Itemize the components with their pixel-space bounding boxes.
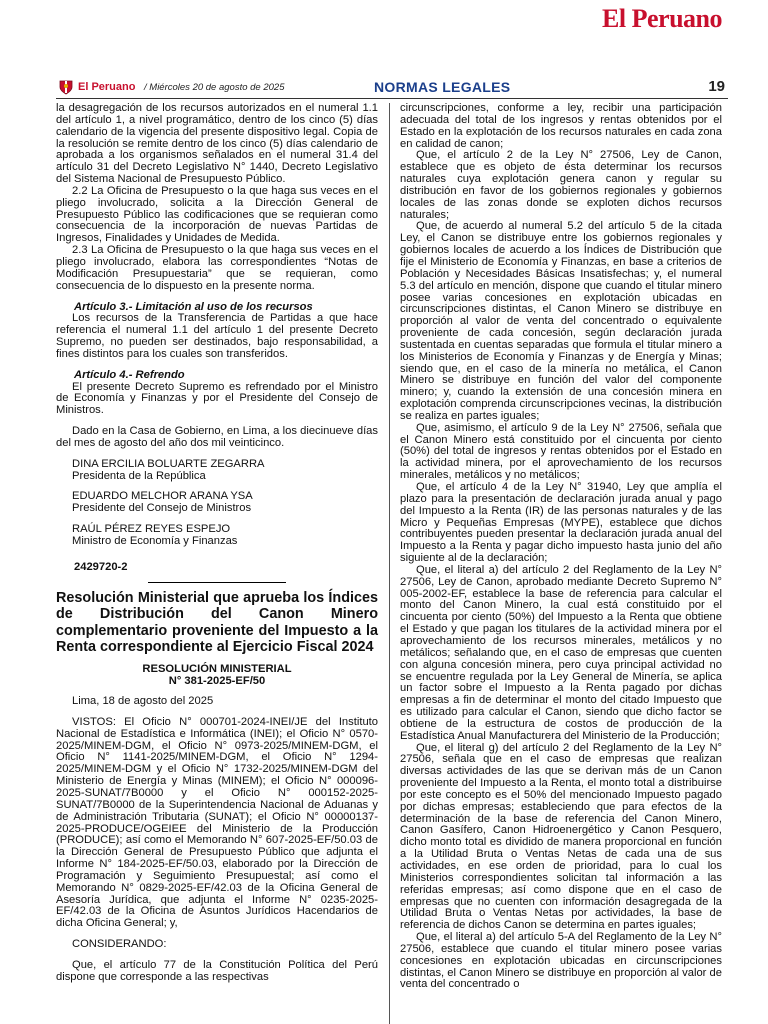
paragraph: Que, el artículo 77 de la Constitución Política del Perú dispone que corresponde a las respectivas	[56, 958, 378, 983]
paragraph: la desagregación de los recursos autorizados en el numeral 1.1 del artículo 1, a nivel programático, dentro de los cinco (5) días calendario de la vigencia del presente dispositivo legal. Copia de la resolución se remite dentro de los cinco (5) días calendario de aprobada a los organismos señalados en el numeral 31.4 del artículo 31 del Decreto Legislativo N° 1440, Decreto Legislativo del Sistema Nacional de Presupuesto Público.	[56, 102, 378, 186]
document-code: 2429720-2	[74, 560, 128, 573]
running-head-date: / Miércoles 20 de agosto de 2025	[144, 82, 285, 93]
considerando-heading: CONSIDERANDO:	[72, 938, 167, 951]
signatory-role: Presidente del Consejo de Ministros	[72, 502, 252, 515]
paragraph: Que, el artículo 2 de la Ley N° 27506, Ley de Canon, establece que es objeto de ésta determinar los recursos naturales cuya explotación genera canon y regular su distribución en favor de los gobiernos regionales y gobiernos locales de las zonas donde se exploten dichos recursos naturales;	[400, 149, 722, 221]
running-head	[56, 78, 728, 99]
resolution-title: Resolución Ministerial que aprueba los Índices de Distribución del Canon Minero complementario proveniente del Impuesto a la Renta correspondiente al Ejercicio Fiscal 2024	[56, 589, 378, 656]
paragraph: Que, el artículo 4 de la Ley N° 31940, Ley que amplía el plazo para la presentación de declaración jurada anual y pago del Impuesto a la Renta (IR) de las personas naturales y de las Micro y Pequeñas Empresas (MYPE), establece que dichos contribuyentes pueden presentar la declaración jurada anual del Impuesto a la Renta y pagar dicho impuesto hasta junio del año siguiente al de la declaración;	[400, 481, 722, 565]
signatory-name: EDUARDO MELCHOR ARANA YSA	[72, 490, 253, 503]
paragraph: Que, el literal a) del artículo 2 del Reglamento de la Ley N° 27506, Ley de Canon, aprobado mediante Decreto Supremo N° 005-2002-EF, establece la base de referencia para calcular el monto del Canon Minero, la cual está constituido por el cincuenta por ciento (50%) del Impuesto a la Renta que obtiene el Estado y que pagan los titulares de la actividad minera por el aprovechamiento de los recursos minerales, metálicos y no metálicos; señalando que, en el caso de empresas que cuenten con alguna concesión minera, pero cuya principal actividad no se encuentre regulada por la Ley General de Minería, se aplica un factor sobre el Impuesto a la Renta pagado por dichas empresas a fin de determinar el monto del citado Impuesto que es utilizado para calcular el Canon, siendo que dicho factor se obtiene de la estructura de costos de producción de la Estadística Anual Manufacturera del Ministerio de la Producción;	[400, 563, 722, 742]
resolution-date: Lima, 18 de agosto del 2025	[72, 695, 214, 708]
paragraph: 2.2 La Oficina de Presupuesto o la que haga sus veces en el pliego involucrado, solicita a la Dirección General de Presupuesto Público las codificaciones que se requieran como consecuencia de la incorporación de nuevas Partidas de Ingresos, Finalidades y Unidades de Medida.	[56, 184, 378, 245]
page-number: 19	[708, 78, 725, 95]
article-4-title: Artículo 4.- Refrendo	[74, 368, 185, 381]
masthead-logo-text: El Peruano	[602, 4, 722, 33]
paragraph: El presente Decreto Supremo es refrendado por el Ministro de Economía y Finanzas y por el Presidente del Consejo de Ministros.	[56, 380, 378, 417]
paragraph: Que, el literal a) del artículo 5-A del Reglamento de la Ley N° 27506, establece que cuando el titular minero posee varias concesiones en explotación ubicadas en circunscripciones distintas, el Canon Minero se distribuye en proporción al valor de venta del concentrado o	[400, 931, 722, 991]
running-head-section: NORMAS LEGALES	[374, 79, 511, 95]
signatory-name: DINA ERCILIA BOLUARTE ZEGARRA	[72, 457, 265, 470]
resolution-heading: RESOLUCIÓN MINISTERIAL	[142, 663, 292, 676]
signatory-name: RAÚL PÉREZ REYES ESPEJO	[72, 523, 231, 536]
paragraph: Que, de acuerdo al numeral 5.2 del artículo 5 de la citada Ley, el Canon se distribuye entre los gobiernos regionales y gobiernos locales de acuerdo a los Índices de Distribución que fije el Ministerio de Economía y Finanzas, en base a criterios de Población y Necesidades Básicas Insatisfechas; y, el numeral 5.3 del artículo en mención, dispone que cuando el titular minero posee varias concesiones en explotación ubicadas en circunscripciones distintas, el Canon Minero se distribuye en proporción al valor de venta del concentrado o equivalente proveniente de cada concesión, según declaración jurada sustentada en cuentas separadas que formula el titular minero a los Ministerios de Economía y Finanzas y de Energía y Minas; siendo que, en el caso de la minería no metálica, el Canon Minero se distribuye en función del valor del componente minero; y, cuando la extensión de una concesión minera en explotación comprenda circunscripciones vecinas, la distribución se realiza en partes iguales;	[400, 220, 722, 422]
paragraph: Los recursos de la Transferencia de Partidas a que hace referencia el numeral 1.1 del artículo 1 del presente Decreto Supremo, no pueden ser destinados, bajo responsabilidad, a fines distintos para los cuales son transferidos.	[56, 312, 378, 360]
paragraph: circunscripciones, conforme a ley, recibir una participación adecuada del total de los ingresos y rentas obtenidos por el Estado en la explotación de los recursos naturales en cada zona en calidad de canon;	[400, 102, 722, 150]
column-divider	[389, 103, 390, 1024]
signatory-role: Ministro de Economía y Finanzas	[72, 535, 238, 547]
masthead-logo	[602, 6, 722, 35]
article-3-title: Artículo 3.- Limitación al uso de los recursos	[74, 300, 313, 313]
paragraph: Que, asimismo, el artículo 9 de la Ley N° 27506, señala que el Canon Minero está constituido por el cincuenta por ciento (50%) del total de ingresos y rentas obtenidos por el Estado en la actividad minera, por el aprovechamiento de los recursos minerales, metálicos y no metálicos;	[400, 421, 722, 482]
dado-en-lima: Dado en la Casa de Gobierno, en Lima, a los diecinueve días del mes de agosto del año dos mil veinticinco.	[56, 425, 378, 449]
running-head-brand: El Peruano	[78, 81, 136, 93]
resolution-number: N° 381-2025-EF/50	[168, 675, 266, 688]
signatory-role: Presidenta de la República	[72, 469, 206, 482]
paragraph: 2.3 La Oficina de Presupuesto o la que haga sus veces en el pliego involucrado, elabora las correspondientes “Notas de Modificación Presupuestaria” que se requieran, como consecuencia de lo dispuesto en la presente norma.	[56, 244, 378, 292]
vistos-paragraph: VISTOS: El Oficio N° 000701-2024-INEI/JE del Instituto Nacional de Estadística e Informática (INEI); el Oficio N° 0570-2025/MINEM-DGM, el Oficio N° 0973-2025/MINEM-DGM, el Oficio N° 1141-2025/MINEM-DGM, el Oficio N° 1294-2025/MINEM-DGM y el Oficio N° 1732-2025/MINEM-DGM del Ministerio de Energía y Minas (MINEM); el Oficio N° 000096-2025-SUNAT/7B0000 y el Oficio N° 000152-2025-SUNAT/7B0000 de la Superintendencia Nacional de Aduanas y de Administración Tributaria (SUNAT); el Oficio N° 00000137-2025-PRODUCE/OGEIEE del Ministerio de la Producción (PRODUCE); así como el Memorando N° 607-2025-EF/50.03 de la Dirección General de Presupuesto Público que adjunta el Informe N° 184-2025-EF/50.03, elaborado por la Dirección de Programación y Seguimiento Presupuestal; así como el Memorando N° 0829-2025-EF/42.03 de la Oficina General de Asesoría Jurídica, que adjunta el Informe N° 0235-2025-EF/42.03 de la Oficina de Asuntos Jurídicos Hacendarios de dicha Oficina General; y,	[56, 715, 378, 930]
coat-of-arms-icon	[58, 79, 74, 95]
separator-rule	[148, 582, 286, 583]
right-column	[400, 103, 722, 991]
left-column	[56, 103, 378, 984]
paragraph: Que, el literal g) del artículo 2 del Reglamento de la Ley N° 27506, señala que en el caso de empresas que realizan diversas actividades de las que se derivan más de un Canon proveniente del Impuesto a la Renta, el monto total a distribuirse por este concepto es el 50% del mencionado Impuesto pagado por dichas empresas; estableciendo que para efectos de la determinación de la base de referencia del Canon Minero, Canon Gasífero, Canon Hidroenergético y Canon Pesquero, dicho monto total es dividido de manera proporcional en función a la Utilidad Bruta o Ventas Netas de cada una de sus actividades, en ese orden de prioridad, para lo cual los Ministerios correspondientes solicitan tal información a las referidas empresas; así como dispone que en el caso de empresas que no cuenten con información desagregada de la Utilidad Bruta o Ventas Netas por actividades, la base de referencia de dichos Canon se determina en partes iguales;	[400, 741, 722, 932]
